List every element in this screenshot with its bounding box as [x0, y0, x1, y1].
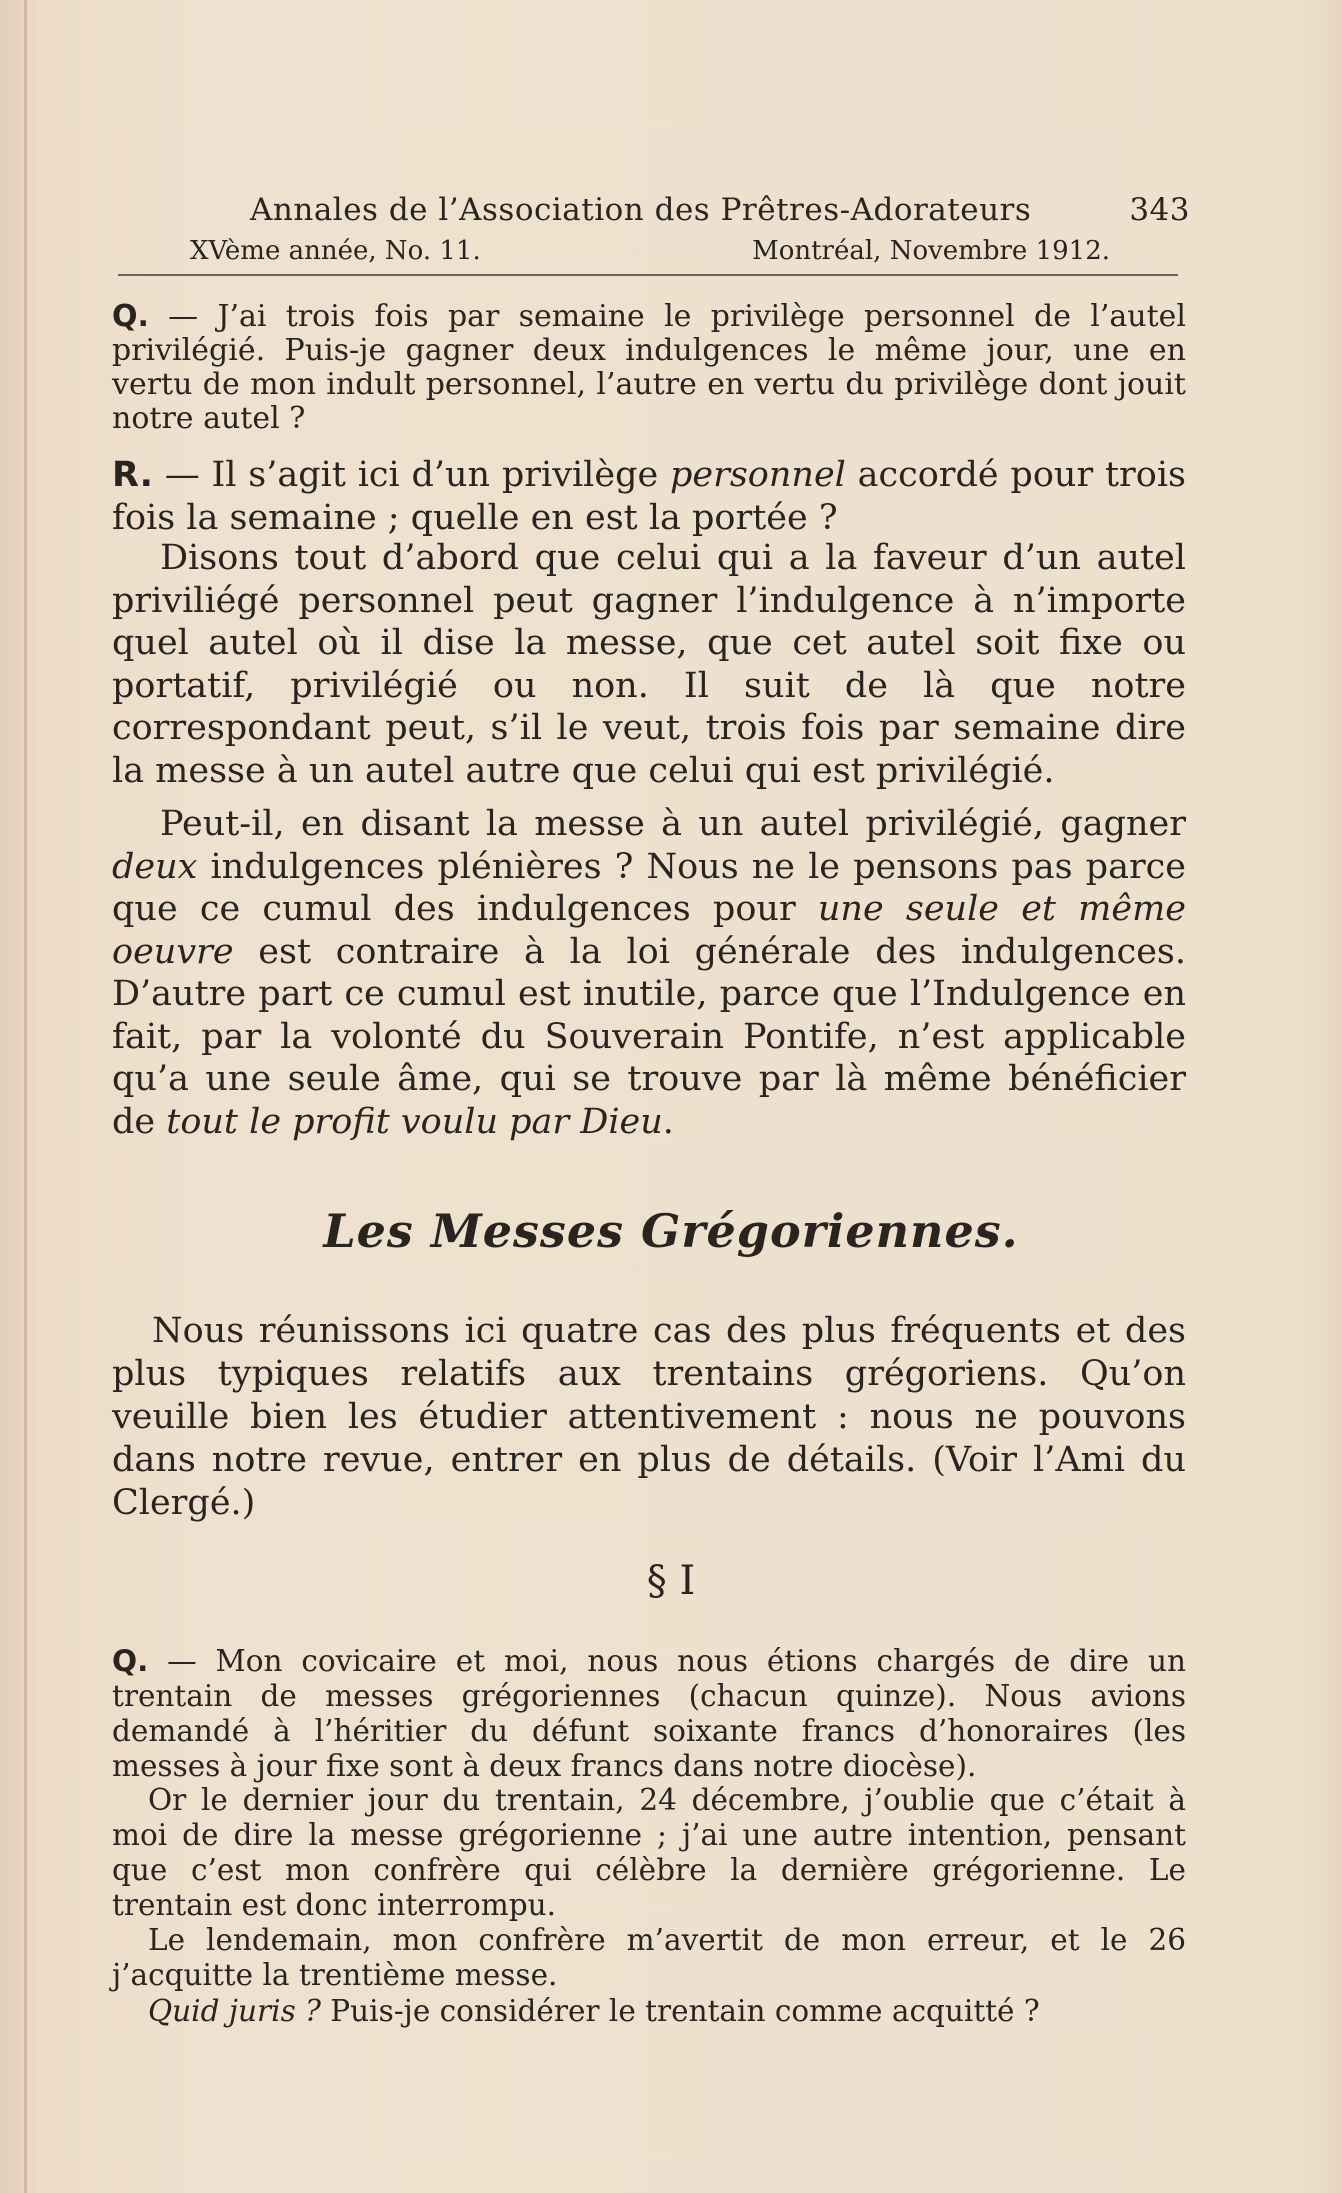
question-1 [112, 300, 1186, 436]
section-intro: Nous réunissons ici quatre cas des plus fréquents et des plus typiques relatifs aux trentains grégoriens. Qu’on veuille bien les étudier attentivement : nous ne pouvons dans notre revue, entrer en plus de détails. (Voir l’Ami du Clergé.) [112, 1311, 1186, 1523]
question-text: — J’ai trois fois par semaine le privilège personnel de l’autel privilégié. Puis-je gagner deux indulgences le même jour, une en vertu de mon indult personnel, l’autre en vertu du privilège dont jouit notre autel ? [112, 299, 1186, 436]
place-date: Montréal, Novembre 1912. [752, 236, 1110, 266]
section-heading: Les Messes Grégoriennes. [323, 1204, 1019, 1258]
page-number: 343 [1129, 192, 1190, 228]
question-marker: Q. [112, 299, 149, 334]
paragraph-text: Peut-il, en disant la messe à un autel privilégié, gagner [160, 804, 1186, 844]
response-emphasis: personnel [669, 455, 846, 495]
section-number: § I [646, 1558, 696, 1604]
journal-title: Annales de l’Association des Prêtres-Adorateurs [250, 192, 1032, 228]
response-marker: R. [112, 455, 153, 495]
paragraph-text: . [662, 1101, 674, 1142]
question-2-paragraph-3 [112, 1994, 1186, 2029]
volume-info: XVème année, No. 11. [190, 236, 481, 266]
question-text: — Mon covicaire et moi, nous nous étions chargés de dire un trentain de messes grégoriennes (chacun quinze). Nous avions demandé à l’héritier du défunt soixante francs d’honoraires (les messes à jour fixe sont à deux francs dans notre diocèse). [112, 1644, 1186, 1783]
latin-phrase: Quid juris ? [148, 1994, 321, 2028]
paragraph-emphasis: une seule et même oeuvre [112, 889, 1186, 972]
binding-edge [24, 0, 27, 2193]
question-2-paragraph-2: Le lendemain, mon confrère m’avertit de mon erreur, et le 26 j’acquitte la trentième messe. [112, 1923, 1186, 1992]
question-marker: Q. [112, 1644, 149, 1678]
question-2 [112, 1644, 1186, 1784]
paragraph-emphasis: tout le profit voulu par Dieu [166, 1101, 663, 1142]
response-text-end: accordé pour trois fois la semaine ; quelle en est la portée ? [112, 455, 1186, 538]
paragraph-text: Puis-je considérer le trentain comme acquitté ? [320, 1994, 1040, 2028]
paragraph-text: est contraire à la loi générale des indulgences. D’autre part ce cumul est inutile, parce que l’Indulgence en fait, par la volonté du Souverain Pontife, n’est applicable qu’a une seule âme, qui se trouve par là même bénéficier de [112, 931, 1186, 1142]
response-text: — Il s’agit ici d’un privilège [152, 455, 670, 495]
paragraph-emphasis: deux [112, 846, 198, 887]
header-rule [118, 274, 1178, 276]
response-paragraph-2 [112, 803, 1186, 1143]
response-1 [112, 454, 1186, 539]
paragraph-text: indulgences plénières ? Nous ne le pensons pas parce que ce cumul des indulgences pour [112, 846, 1186, 929]
response-paragraph-1: Disons tout d’abord que celui qui a la faveur d’un autel priviliégé personnel peut gagner l’indulgence à n’importe quel autel où il dise la messe, que cet autel soit fixe ou portatif, privilégié ou non. Il suit de là que notre correspondant peut, s’il le veut, trois fois par semaine dire la messe à un autel autre que celui qui est privilégié. [112, 538, 1186, 791]
question-2-paragraph-1: Or le dernier jour du trentain, 24 décembre, j’oublie que c’était à moi de dire la messe grégorienne ; j’ai une autre intention, pensant que c’est mon confrère qui célèbre la dernière grégorienne. Le trentain est donc interrompu. [112, 1783, 1186, 1922]
